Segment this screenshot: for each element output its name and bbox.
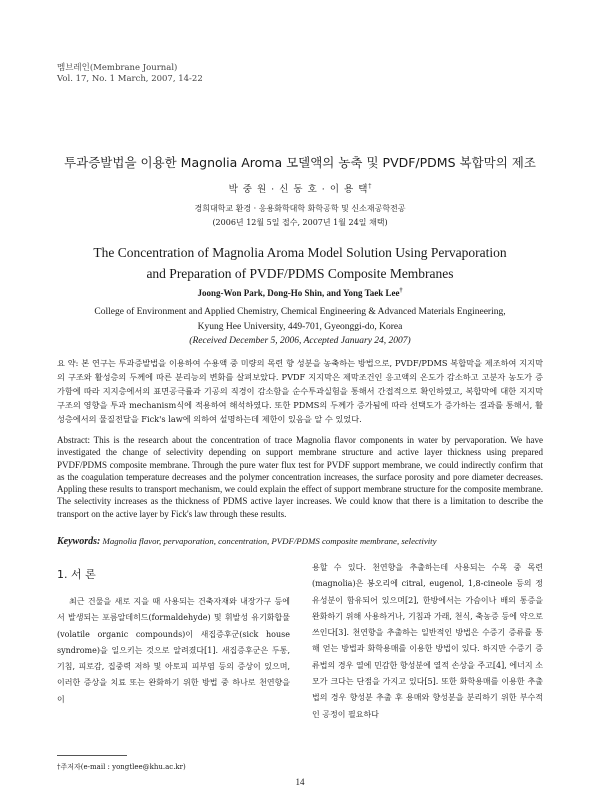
title-korean: 투과증발법을 이용한 Magnolia Aroma 모델액의 농축 및 PVDF/PDMS 복합막의 제조: [64, 155, 536, 170]
abstract-english-label: Abstract:: [57, 435, 90, 445]
body-column-right: 용할 수 있다. 천연향을 추출하는데 사용되는 수목 중 목련(magnolia)은 봉오리에 citral, eugenol, 1,8-cineole 등의 정유성분이 함유되어 있으며[2], 한방에서는 가슴이나 배의 통증을 완화하기 위해 사용하거나, 기침과 가래, 천식, 축농증 등에 약으로 쓰인다[3]. 천연향을 추출하는 일반적인 방법은 수증기 증류를 통해 얻는 방법과 화학용매를 이용한 방법이 있다. 하지만 수증기 증류법의 경우 열에 민감한 향성분에 열적 손상을 주고[4], 에너지 소모가 크다는 단점을 가지고 있다[5]. 또한 화학용매를 이용한 추출법의 경우 향성분 추출 후 용매와 향성분을 분리하기 위한 부수적인 공정이 필요하다: [312, 563, 543, 719]
title-english-line2: and Preparation of PVDF/PDMS Composite Membranes: [146, 266, 454, 281]
journal-name: 멤브레인(Membrane Journal): [57, 63, 178, 73]
authors-korean: [0, 181, 600, 195]
abstract-english: [57, 434, 543, 520]
abstract-korean-label: 요 약:: [57, 358, 79, 368]
received-korean: (2006년 12월 5일 접수, 2007년 1월 24일 채택): [212, 218, 388, 227]
received-english: (Received December 5, 2006, Accepted January 24, 2007): [189, 336, 411, 346]
body-column-left: 최근 건물을 새로 지을 때 사용되는 건축자재와 내장가구 등에서 발생되는 포름알데히드(formaldehyde) 및 휘발성 유기화합물(volatile organic compounds)이 새집증후군(sick house syndrome)을 일으키는 것으로 알려졌다[1]. 새집증후군은 두통, 기침, 피로감, 집중력 저하 및 아토피 피부염 등의 증상이 있으며, 이러한 증상을 치료 또는 완화하기 위한 방법 중 하나로 천연향을 이: [57, 597, 290, 704]
affiliation-english-line2: Kyung Hee University, 449-701, Gyeonggi-do, Korea: [197, 322, 403, 332]
abstract-korean: [57, 356, 543, 426]
abstract-korean-text: 본 연구는 투과증발법을 이용하여 수용액 중 미량의 목련 향 성분을 농축하는 방법으로, PVDF/PDMS 복합막을 제조하여 지지막의 구조와 활성층의 두께에 따른 분리능의 변화를 살펴보았다. PVDF 지지막은 제막조건인 응고액의 온도가 감소하고 고분자 농도가 증가함에 따라 지지층에서의 표면공극률과 기공의 직경이 감소함을 순수투과실험을 통해서 간접적으로 확인하였고, 복합막에 대한 지지막 구조의 영향을 투과 mechanism식에 적용하여 해석하였다. 또한 PDMS의 두께가 증가됨에 따라 선택도가 증가하는 결과를 통해서, 활성층에서의 물질전달을 Fick's law에 의하여 설명하는데 제한이 있음을 알 수 있었다.: [57, 358, 543, 424]
affiliation-korean: 경희대학교 환경 · 응용화학대학 화학공학 및 신소재공학전공: [194, 204, 406, 213]
authors-korean-names: 박 중 원 · 신 동 호 · 이 용 택: [228, 184, 369, 195]
abstract-english-text: This is the research about the concentration of trace Magnolia flavor components in water by pervaporation. We have investigated the change of selectivity depending on support membrane structure and active layer thickness using prepared PVDF/PDMS composite membrane. Through the pure water flux test for PVDF support membrane, we could indirectly confirm that as the coagulation temperature decreases and the polymer concentration increases, the surface porosity and pore diameter decreases. Appling these results to transport mechanism, we could explain the effect of support membrane structure for the composite membrane. The selectivity increases as the thickness of PDMS active layer increases. We could know that there is a limitation to describe the transport on the active layer by Fick's law through these results.: [57, 435, 543, 519]
page-number: 14: [295, 777, 305, 787]
section-heading: 1. 서 론: [57, 568, 96, 581]
affiliation-english-line1: College of Environment and Applied Chemistry, Chemical Engineering & Advanced Materials Engineering,: [94, 307, 506, 317]
authors-english-names: Joong-Won Park, Dong-Ho Shin, and Yong Taek Lee: [197, 288, 400, 298]
journal-volume: Vol. 17, No. 1 March, 2007, 14-22: [57, 74, 203, 84]
corresponding-mark: †: [368, 182, 372, 190]
keywords-text: Magnolia flavor, pervaporation, concentration, PVDF/PDMS composite membrane, selectivity: [102, 536, 437, 546]
footnote: †주저자(e-mail : yongtlee@khu.ac.kr): [57, 763, 186, 771]
keywords-label: Keywords:: [57, 536, 101, 547]
title-english-line1: The Concentration of Magnolia Aroma Model Solution Using Pervaporation: [93, 245, 507, 260]
footnote-divider: [57, 755, 127, 756]
corresponding-mark-en: †: [399, 288, 403, 294]
keywords: [57, 536, 543, 547]
authors-english: [0, 288, 600, 298]
